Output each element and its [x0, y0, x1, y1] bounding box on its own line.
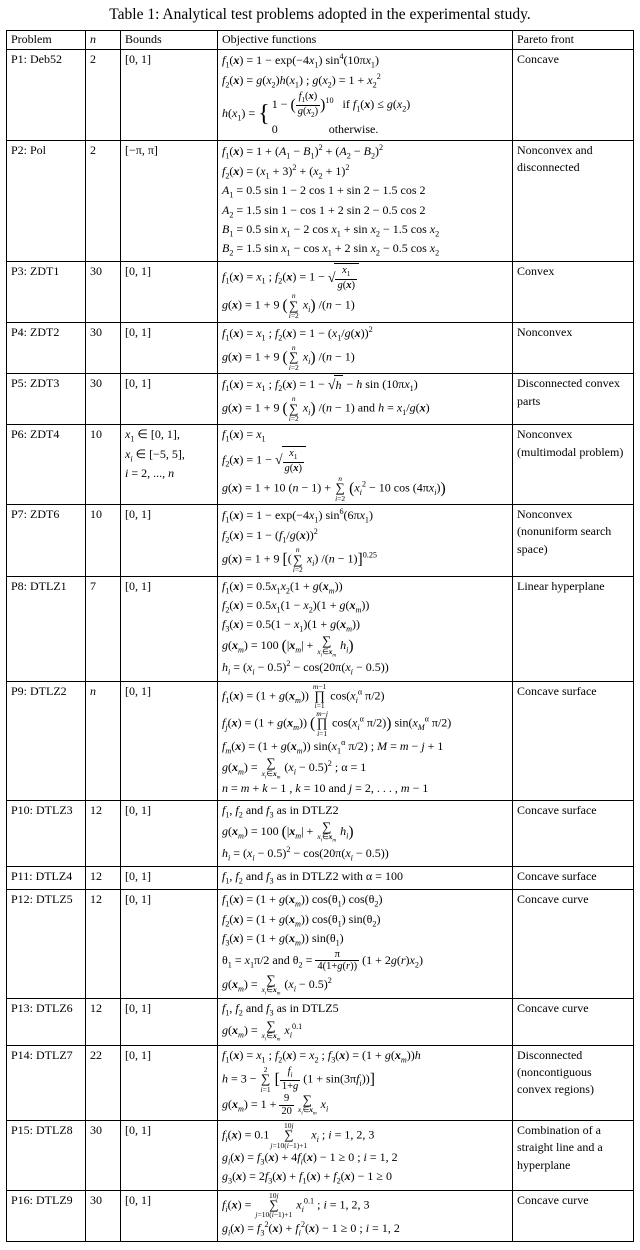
n-cell — [86, 262, 121, 322]
text-line: 2 — [90, 52, 96, 66]
text-line: 10 — [90, 507, 102, 522]
text-line: $f_1(x) = x_1$ ; $f_2(x) = 1$ − √ $\frac{x_1}{g(x)}$ — [222, 263, 508, 292]
column-header-pareto: Pareto front — [513, 31, 634, 50]
objectives-cell — [218, 890, 513, 999]
n-cell — [86, 800, 121, 866]
text-line: [0, 1] — [125, 264, 151, 279]
text-line: 12 — [90, 869, 102, 884]
text-line: Nonconvex (multimodal problem) — [517, 427, 624, 459]
pareto-cell — [513, 1190, 634, 1242]
bounds-cell — [121, 1120, 218, 1190]
objectives-cell — [218, 50, 513, 141]
text-line: [0, 1] — [125, 376, 151, 391]
bounds-cell — [121, 681, 218, 800]
bounds-cell — [121, 505, 218, 577]
pareto-cell — [513, 890, 634, 999]
objectives-cell — [218, 141, 513, 262]
text-line: P2: Pol — [11, 143, 47, 158]
bounds-cell — [121, 576, 218, 681]
text-line: $f_3(x) = 0.5(1 - x_1)(1 + g(x_m))$ — [222, 617, 361, 634]
text-line: [0, 1] — [125, 892, 151, 907]
text-line: Nonconvex and disconnected — [517, 143, 593, 175]
text-line: P12: DTLZ5 — [11, 892, 73, 907]
bounds-cell — [121, 262, 218, 322]
objectives-cell — [218, 262, 513, 322]
text-line: [−π, π] — [125, 143, 158, 158]
text-line: $f_1(x) = (1 + g(x_m))$ $\cos(\theta_1)$ $\cos(\theta_2)$ — [222, 892, 383, 909]
text-line: P3: ZDT1 — [11, 264, 60, 279]
column-header-problem: Problem — [7, 31, 86, 50]
objectives-cell — [218, 374, 513, 425]
text-line: Concave curve — [517, 1001, 589, 1016]
problem-cell — [7, 681, 86, 800]
text-line: Disconnected convex parts — [517, 376, 620, 408]
text-line: Concave surface — [517, 802, 597, 817]
text-line: $f_i(x)$ = 10j ∑ j=10(i−1)+1 $x_i^{0.1}$ ; i = 1, 2, 3 — [222, 1190, 370, 1220]
bounds-cell — [121, 867, 218, 890]
text-line: Concave curve — [517, 892, 589, 907]
text-line: 12 — [90, 892, 102, 907]
text-line: $f_1(x) = x_1$ ; $f_2(x) = 1 - √h - h$ $\sin (10\pi x_1)$ — [222, 376, 418, 394]
text-line: Combination of a straight line and a hyperplane — [517, 1122, 603, 1172]
objectives-cell — [218, 1045, 513, 1120]
text-line: $f_3(x) = (1 + g(x_m))$ $\sin(\theta_1)$ — [222, 930, 344, 948]
text-line: P8: DTLZ1 — [11, 578, 67, 593]
table-caption: Table 1: Analytical test problems adopted in the experimental study. — [109, 6, 531, 23]
problem-cell — [7, 1120, 86, 1190]
table-row — [7, 800, 634, 866]
objectives-cell — [218, 800, 513, 866]
text-line: Disconnected (noncontiguous convex regions) — [517, 1047, 594, 1097]
problem-cell — [7, 1190, 86, 1242]
text-line: [0, 1] — [125, 802, 151, 817]
text-line: $f_1(x) = x_1$ ; $f_2(x) = 1 - (x_1/g(x))^2$ — [222, 324, 373, 342]
text-line: $\theta_1 = x_1\pi/2$ and $\theta_2$ = $\frac{\pi}{4(1+g(r))}$ $(1 + 2g(r)x_2)$ — [222, 948, 423, 973]
bounds-cell — [121, 890, 218, 999]
text-line: [0, 1] — [125, 52, 151, 66]
table-row — [7, 1120, 634, 1190]
problem-cell — [7, 576, 86, 681]
objectives-cell — [218, 1120, 513, 1190]
n-cell — [86, 505, 121, 577]
text-line: $f_2(x) = g(x_2)h(x_1)$ ; $g(x_2) = 1 + x_2^2$ — [222, 72, 381, 90]
text-line: $f_j(x) = (1 + g(x_m))$ ( m−j ∏ i=1 $\cos(x_i^\alpha$ π/2)) $\sin(x_M^\alpha$ π/2) — [222, 708, 452, 738]
text-line: $g(x_m) = 1$ + $\frac{9}{20}$ ∑ $x_i\in x_m$ $x_i$ — [222, 1091, 329, 1117]
pareto-cell — [513, 374, 634, 425]
pareto-cell — [513, 1120, 634, 1190]
text-line: $f_1(x) = 1 + (A_1 - B_1)^2 + (A_2 - B_2)^2$ — [222, 143, 384, 161]
pareto-cell — [513, 505, 634, 577]
pareto-cell — [513, 141, 634, 262]
text-line: [0, 1] — [125, 324, 151, 339]
text-line: [0, 1] — [125, 1047, 151, 1062]
table-row — [7, 262, 634, 322]
n-cell — [86, 425, 121, 505]
text-line: Nonconvex (nonuniform search space) — [517, 507, 612, 556]
text-line: P13: DTLZ6 — [11, 1001, 73, 1016]
column-header-bounds: Bounds — [121, 31, 218, 50]
text-line: [0, 1] — [125, 683, 151, 698]
table-row — [7, 425, 634, 505]
text-line: $x_1$ ∈ [0, 1], — [125, 427, 180, 444]
text-line: Concave — [517, 52, 559, 66]
text-line: $f_2(x) = (x_1 + 3)^2 + (x_2 + 1)^2$ — [222, 163, 350, 181]
text-line: $A_1 = 0.5$ sin 1 − 2 cos 1 + sin 2 − 1.5 cos 2 — [222, 183, 426, 200]
text-line: 30 — [90, 1122, 102, 1137]
text-line: Linear hyperplane — [517, 578, 605, 593]
bounds-cell — [121, 1190, 218, 1242]
text-line: n = m + k − 1 , k = 10 and j = 2, . . . , m − 1 — [222, 781, 429, 796]
text-line: [0, 1] — [125, 507, 151, 522]
text-line: $f_1$, $f_2$ and $f_3$ as in DTLZ2 with α = 100 — [222, 869, 403, 886]
text-line: Nonconvex — [517, 324, 573, 339]
text-line: $h_i = (x_i - 0.5)^2 - \cos(20\pi(x_i - 0.5))$ — [222, 844, 389, 863]
text-line: $f_1(x) = 0.5x_1x_2(1 + g(x_m))$ — [222, 578, 343, 596]
bounds-cell — [121, 322, 218, 374]
n-cell — [86, 1045, 121, 1120]
text-line: $g(x_m)$ = ∑ $x_i\in x_m$ $(x_i - 0.5)^2$ ; α = 1 — [222, 755, 367, 781]
text-line: P10: DTLZ3 — [11, 802, 73, 817]
text-line: $g_i(x) = f_3^2(x) + f_i^2(x) - 1 \ge 0$ ; i = 1, 2 — [222, 1219, 400, 1238]
table-row — [7, 374, 634, 425]
text-line: P5: ZDT3 — [11, 376, 60, 391]
table-body — [7, 50, 634, 1242]
text-line: $f_1$, $f_2$ and $f_3$ as in DTLZ5 — [222, 1001, 339, 1018]
table-row — [7, 999, 634, 1045]
text-line: i = 2, ..., n — [125, 465, 175, 480]
objectives-cell — [218, 867, 513, 890]
n-cell — [86, 1120, 121, 1190]
text-line: $f_2(x) = 1$ − √ $\frac{x_1}{g(x)}$ — [222, 446, 508, 475]
text-line: $g(x_m) = 100$ ($|x_m|$ + ∑ $x_i\in x_m$ $h_i$) — [222, 818, 354, 844]
table-header — [7, 31, 634, 50]
pareto-cell — [513, 999, 634, 1045]
text-line: [0, 1] — [125, 1001, 151, 1016]
table-row — [7, 322, 634, 374]
table-row — [7, 50, 634, 141]
bounds-cell — [121, 141, 218, 262]
pareto-cell — [513, 800, 634, 866]
text-line: g(x) = 1 + 10 (n − 1) + n ∑ i=2 ($x_i^2 - 10$ $\cos (4\pi x_i)$) — [222, 473, 446, 503]
pareto-cell — [513, 1045, 634, 1120]
objectives-cell — [218, 425, 513, 505]
text-line: $f_2(x) = (1 + g(x_m))$ $\cos(\theta_1)$ $\sin(\theta_2)$ — [222, 911, 381, 928]
objectives-cell — [218, 999, 513, 1045]
text-line: n — [90, 683, 96, 698]
text-line: P1: Deb52 — [11, 52, 62, 66]
pareto-cell — [513, 322, 634, 374]
objectives-cell — [218, 681, 513, 800]
text-line: P14: DTLZ7 — [11, 1047, 73, 1062]
objectives-cell — [218, 322, 513, 374]
problem-cell — [7, 50, 86, 141]
problems-table — [6, 30, 634, 1242]
problem-cell — [7, 505, 86, 577]
text-line: 2 — [90, 143, 96, 158]
table-row — [7, 681, 634, 800]
objectives-cell — [218, 576, 513, 681]
problem-cell — [7, 141, 86, 262]
problem-cell — [7, 322, 86, 374]
problem-cell — [7, 867, 86, 890]
pareto-cell — [513, 576, 634, 681]
text-line: P15: DTLZ8 — [11, 1122, 73, 1137]
text-line: $g_3(x) = 2f_3(x) + f_1(x) + f_2(x) - 1 \ge 0$ — [222, 1169, 392, 1186]
column-header-objectives: Objective functions — [218, 31, 513, 50]
n-cell — [86, 999, 121, 1045]
text-line: [0, 1] — [125, 578, 151, 593]
text-line: P11: DTLZ4 — [11, 869, 73, 884]
text-line: g(x) = 1 + 9 ( n ∑ i=2 $x_i$) /(n − 1) and $h = x_1/g(x)$ — [222, 394, 430, 423]
objectives-cell — [218, 505, 513, 577]
text-line: 22 — [90, 1047, 102, 1062]
text-line: P7: ZDT6 — [11, 507, 60, 522]
text-line: P16: DTLZ9 — [11, 1192, 73, 1207]
bounds-cell — [121, 425, 218, 505]
n-cell — [86, 890, 121, 999]
objectives-cell — [218, 1190, 513, 1242]
text-line: g(x) = 1 + 9 ( n ∑ i=2 $x_i$) /(n − 1) — [222, 342, 355, 372]
text-line: 30 — [90, 264, 102, 279]
pareto-cell — [513, 425, 634, 505]
text-line: P4: ZDT2 — [11, 324, 60, 339]
table-row — [7, 505, 634, 577]
text-line: 12 — [90, 802, 102, 817]
n-cell — [86, 1190, 121, 1242]
text-line: 12 — [90, 1001, 102, 1016]
text-line: $h_i = (x_i - 0.5)^2 - \cos(20\pi(x_i - 0.5))$ — [222, 659, 389, 677]
text-line: $f_1(x) = 1 - \exp(-4x_1)$ $\sin^6(6\pi x_1)$ — [222, 507, 373, 525]
problem-cell — [7, 425, 86, 505]
text-line: $f_1(x) = 1 - \exp(-4x_1)$ $\sin^4(10\pi x_1)$ — [222, 52, 379, 70]
pareto-cell — [513, 262, 634, 322]
column-header-n: n — [86, 31, 121, 50]
table-row — [7, 1045, 634, 1120]
text-line: 10 — [90, 427, 102, 442]
n-cell — [86, 141, 121, 262]
text-line: g(x) = 1 + 9 [( n ∑ i=2 $x_i$) /(n − 1)]$^{0.25}$ — [222, 545, 377, 575]
text-line: 30 — [90, 376, 102, 391]
problem-cell — [7, 800, 86, 866]
text-line: $B_1 = 0.5$ $\sin x_1 - 2$ $\cos x_1 + \sin x_2 - 1.5$ $\cos x_2$ — [222, 221, 440, 239]
text-line: h = 3 − 2 ∑ i=1 [ $\frac{f_i}{1+g}$ $(1 + \sin(3\pi f_i))$] — [222, 1064, 375, 1094]
text-line: $f_2(x) = 0.5x_1(1 - x_2)(1 + g(x_m))$ — [222, 597, 370, 615]
text-line: [0, 1] — [125, 1122, 151, 1137]
text-line: Concave surface — [517, 683, 597, 698]
text-line: $x_i$ ∈ [−5, 5], — [125, 446, 185, 464]
table-row — [7, 141, 634, 262]
text-line: 30 — [90, 324, 102, 339]
table-row — [7, 890, 634, 999]
text-line: $B_2 = 1.5$ $\sin x_1 - \cos x_1 + 2$ $\sin x_2 - 0.5$ $\cos x_2$ — [222, 241, 440, 258]
n-cell — [86, 681, 121, 800]
problem-cell — [7, 374, 86, 425]
text-line: Concave surface — [517, 869, 597, 884]
text-line: $f_1$, $f_2$ and $f_3$ as in DTLZ2 — [222, 802, 339, 820]
text-line: Convex — [517, 264, 555, 279]
text-line: [0, 1] — [125, 869, 151, 884]
problem-cell — [7, 999, 86, 1045]
pareto-cell — [513, 681, 634, 800]
text-line: P9: DTLZ2 — [11, 683, 67, 698]
n-cell — [86, 374, 121, 425]
pareto-cell — [513, 50, 634, 141]
text-line: $A_2 = 1.5$ sin 1 − cos 1 + 2 sin 2 − 0.5 cos 2 — [222, 202, 426, 220]
n-cell — [86, 576, 121, 681]
text-line: $g(x_m)$ = ∑ $x_i\in x_m$ $(x_i - 0.5)^2$ — [222, 971, 332, 997]
table-row — [7, 867, 634, 890]
text-line: 30 — [90, 1192, 102, 1207]
text-line: $g_i(x) = f_3(x) + 4f_i(x) - 1 \ge 0$ ; i = 1, 2 — [222, 1150, 398, 1167]
bounds-cell — [121, 1045, 218, 1120]
text-line: $f_m(x) = (1 + g(x_m))$ $\sin(x_1^\alpha$ π/2) ; M = m − j + 1 — [222, 738, 444, 756]
text-line: $g(x_m)$ = ∑ $x_i\in x_m$ $x_i^{0.1}$ — [222, 1017, 303, 1043]
text-line: $f_1(x) = (1 + g(x_m))$ m−1 ∏ i=1 $\cos(x_i^\alpha$ π/2) — [222, 681, 385, 711]
bounds-cell — [121, 374, 218, 425]
problem-cell — [7, 1045, 86, 1120]
text-line: $f_i(x) = 0.1$ 10j ∑ j=10(i−1)+1 $x_i$ ; i = 1, 2, 3 — [222, 1120, 375, 1150]
text-line: $f_2(x) = 1 - (f_1/g(x))^2$ — [222, 527, 318, 545]
text-line: 7 — [90, 578, 96, 593]
header-row — [7, 31, 634, 50]
bounds-cell — [121, 800, 218, 866]
n-cell — [86, 322, 121, 374]
problem-cell — [7, 262, 86, 322]
table-row — [7, 1190, 634, 1242]
text-line: Concave curve — [517, 1192, 589, 1207]
bounds-cell — [121, 50, 218, 141]
n-cell — [86, 50, 121, 141]
text-line: P6: ZDT4 — [11, 427, 60, 442]
text-line: [0, 1] — [125, 1192, 151, 1207]
text-line: $h(x_1)$ = { 1 − ( $\frac{f_1(x)}{g(x_2)}$ )$^{10}$ if $f_1(x) \le g(x_2)$ 0 otherwise. — [222, 91, 411, 136]
text-line: $f_1(x) = x_1$ ; $f_2(x) = x_2$ ; $f_3(x) = (1 + g(x_m))h$ — [222, 1047, 421, 1064]
text-line: $g(x_m) = 100$ ($|x_m|$ + ∑ $x_i\in x_m$ $h_i$) — [222, 633, 354, 659]
problem-cell — [7, 890, 86, 999]
text-line: g(x) = 1 + 9 ( n ∑ i=2 $x_i$) /(n − 1) — [222, 291, 355, 321]
table-row — [7, 576, 634, 681]
text-line: $f_1(x) = x_1$ — [222, 427, 266, 444]
n-cell — [86, 867, 121, 890]
bounds-cell — [121, 999, 218, 1045]
pareto-cell — [513, 867, 634, 890]
